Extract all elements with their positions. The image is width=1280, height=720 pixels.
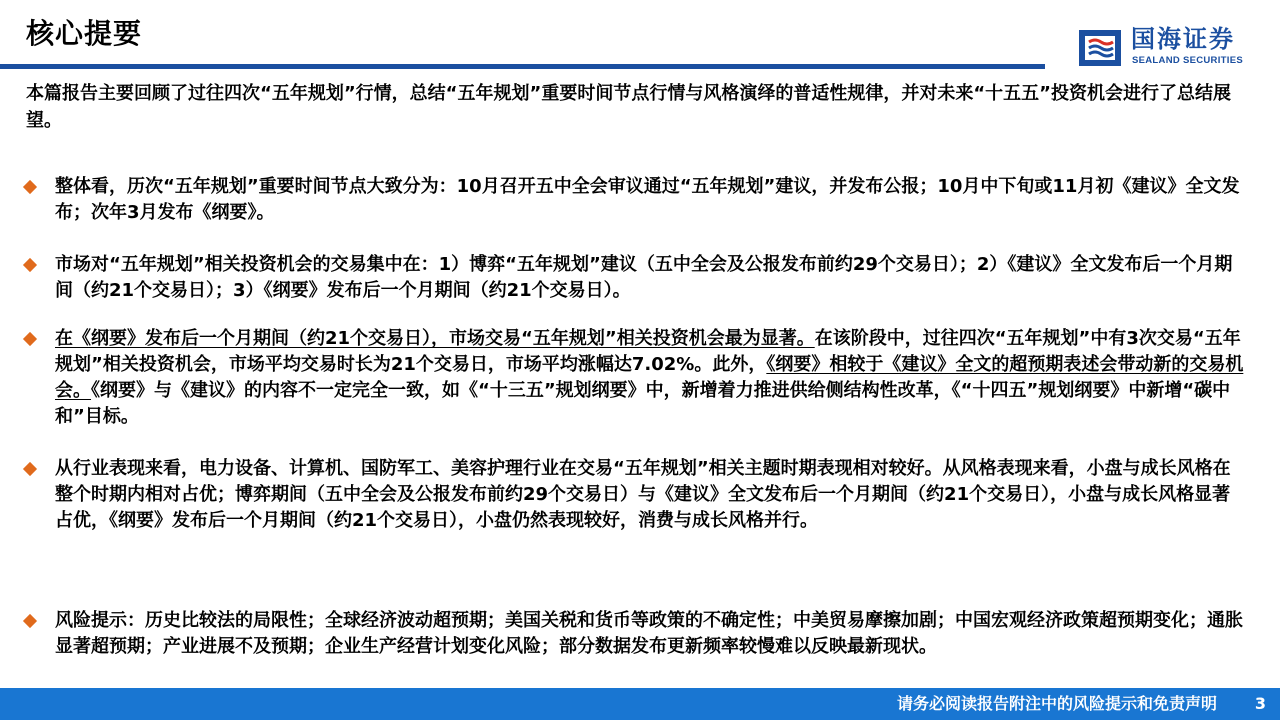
bullet-text-segment: 《纲要》与《建议》的内容不一定完全一致，如《“十三五”规划纲要》中，新增着力推进供给侧结构性改革，《“十四五”规划纲要》中新增“碳中和”目标。 — [55, 380, 1231, 427]
company-logo — [1077, 24, 1267, 72]
diamond-bullet-icon — [23, 614, 37, 628]
logo-name-cn: 国海证券 — [1131, 25, 1235, 53]
bullet-text: 风险提示：历史比较法的局限性；全球经济波动超预期；美国关税和货币等政策的不确定性；中美贸易摩擦加剧；中国宏观经济政策超预期变化；通胀显著超预期；产业进展不及预期；企业生产经营计划变化风险；部分数据发布更新频率较慢难以反映最新现状。 — [55, 610, 1243, 657]
bullet-text: 整体看，历次“五年规划”重要时间节点大致分为：10月召开五中全会审议通过“五年规划”建议，并发布公报；10月中下旬或11月初《建议》全文发布；次年3月发布《纲要》。 — [55, 176, 1240, 223]
diamond-bullet-icon — [23, 180, 37, 194]
bullet-text: 从行业表现来看，电力设备、计算机、国防军工、美容护理行业在交易“五年规划”相关主题时期表现相对较好。从风格表现来看，小盘与成长风格在整个时期内相对占优；博弈期间（五中全会及公报发布前约29个交易日）与《建议》全文发布后一个月期间（约21个交易日），小盘与成长风格显著占优，《纲要》发布后一个月期间（约21个交易日），小盘仍然表现较好，消费与成长风格并行。 — [55, 458, 1231, 531]
diamond-bullet-icon — [23, 258, 37, 272]
intro-paragraph: 本篇报告主要回顾了过往四次“五年规划”行情，总结“五年规划”重要时间节点行情与风格演绎的普适性规律，并对未来“十五五”投资机会进行了总结展望。 — [26, 83, 1231, 131]
bullet-risk-warning — [20, 608, 1245, 660]
diamond-bullet-icon — [23, 462, 37, 476]
footer-bar — [0, 688, 1280, 720]
bullet-text: 市场对“五年规划”相关投资机会的交易集中在：1）博弈“五年规划”建议（五中全会及公报发布前约29个交易日）；2）《建议》全文发布后一个月期间（约21个交易日）；3）《纲要》发布后一个月期间（约21个交易日）。 — [55, 254, 1233, 301]
page-title: 核心提要 — [26, 17, 143, 50]
underlined-key-point: 《纲要》相较于《建议》全文的超预期表述会带动新的交易机会。 — [55, 354, 1244, 401]
bullet-trading-windows — [20, 252, 1245, 304]
logo-name-en: SEALAND SECURITIES — [1132, 55, 1243, 66]
title-divider — [0, 64, 1045, 69]
sealand-logo-icon — [1077, 26, 1123, 70]
underlined-key-point: 在《纲要》发布后一个月期间（约21个交易日），市场交易“五年规划”相关投资机会最为显著。 — [55, 328, 815, 349]
bullet-industry-style — [20, 456, 1245, 534]
diamond-bullet-icon — [23, 332, 37, 346]
footer-disclaimer: 请务必阅读报告附注中的风险提示和免责声明 — [896, 694, 1217, 713]
page-number: 3 — [1254, 694, 1266, 713]
bullet-outline-period — [20, 326, 1245, 430]
bullet-text-segment: 在该阶段中，过往四次“五年规划”中有3次交易“五年规划”相关投资机会，市场平均交易时长为21个交易日，市场平均涨幅达7.02%。此外， — [55, 328, 1241, 375]
bullet-text — [55, 326, 1245, 430]
bullet-overall-timeline — [20, 174, 1245, 226]
